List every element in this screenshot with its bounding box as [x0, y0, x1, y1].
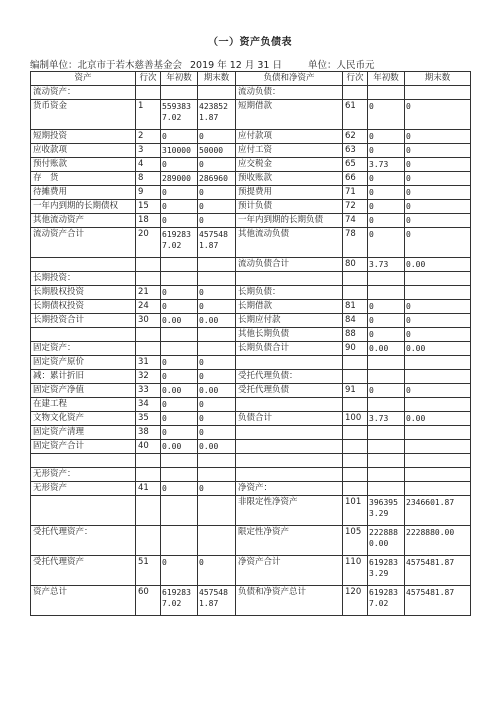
- asset-end-cell: 0: [198, 556, 236, 586]
- liability-name-cell: 长期应付款: [236, 314, 343, 328]
- asset-line-cell: 9: [136, 186, 161, 200]
- liability-end-cell: 0: [405, 172, 471, 186]
- liability-begin-cell: 0: [368, 172, 405, 186]
- asset-begin-cell: 0: [161, 370, 198, 384]
- asset-end-cell: 4575481.87: [198, 228, 236, 258]
- liability-line-cell: [343, 370, 368, 384]
- liability-begin-cell: 3.73: [368, 158, 405, 172]
- header-cell: 年初数: [161, 72, 198, 86]
- asset-line-cell: 1: [136, 100, 161, 130]
- liability-name-cell: 应交税金: [236, 158, 343, 172]
- asset-begin-cell: 0: [161, 482, 198, 496]
- table-row: [31, 526, 471, 556]
- liability-end-cell: [405, 272, 471, 286]
- liability-end-cell: 0: [405, 300, 471, 314]
- asset-name-cell: 文物文化资产: [31, 412, 136, 426]
- table-row: [31, 86, 471, 100]
- table-row: [31, 356, 471, 370]
- asset-line-cell: 2: [136, 130, 161, 144]
- liability-name-cell: 流动负债：: [236, 86, 343, 100]
- liability-end-cell: [405, 398, 471, 412]
- balance-sheet-table: [30, 71, 471, 616]
- table-row: [31, 496, 471, 526]
- asset-end-cell: 0.00: [198, 384, 236, 398]
- asset-name-cell: 固定资产：: [31, 342, 136, 356]
- asset-line-cell: 20: [136, 228, 161, 258]
- liability-name-cell: 净资产：: [236, 482, 343, 496]
- report-date: 2019 年 12 月 31 日: [190, 60, 282, 71]
- asset-line-cell: 38: [136, 426, 161, 440]
- asset-name-cell: 固定资产清理: [31, 426, 136, 440]
- liability-name-cell: 流动负债合计: [236, 258, 343, 272]
- liability-end-cell: 0: [405, 158, 471, 172]
- table-row: [31, 328, 471, 342]
- table-row: [31, 342, 471, 356]
- asset-line-cell: 41: [136, 482, 161, 496]
- asset-begin-cell: 0.00: [161, 314, 198, 328]
- asset-end-cell: 0: [198, 200, 236, 214]
- table-row: [31, 144, 471, 158]
- asset-name-cell: 无形资产：: [31, 468, 136, 482]
- liability-line-cell: 90: [343, 342, 368, 356]
- table-row: [31, 556, 471, 586]
- liability-end-cell: 0: [405, 228, 471, 258]
- liability-begin-cell: [368, 468, 405, 482]
- asset-end-cell: 0.00: [198, 314, 236, 328]
- liability-end-cell: [405, 286, 471, 300]
- asset-begin-cell: [161, 468, 198, 482]
- table-row: [31, 482, 471, 496]
- asset-begin-cell: [161, 342, 198, 356]
- table-body: [31, 86, 471, 616]
- asset-end-cell: 0: [198, 130, 236, 144]
- liability-begin-cell: 0: [368, 186, 405, 200]
- asset-name-cell: 长期债权投资: [31, 300, 136, 314]
- liability-begin-cell: 0: [368, 144, 405, 158]
- liability-line-cell: [343, 356, 368, 370]
- liability-end-cell: 0: [405, 200, 471, 214]
- asset-line-cell: [136, 258, 161, 272]
- liability-end-cell: 0: [405, 328, 471, 342]
- liability-line-cell: [343, 482, 368, 496]
- report-meta: [30, 57, 470, 71]
- header-cell: 行次: [343, 72, 368, 86]
- table-row: [31, 586, 471, 616]
- liability-end-cell: 0: [405, 314, 471, 328]
- asset-line-cell: 15: [136, 200, 161, 214]
- liability-line-cell: 72: [343, 200, 368, 214]
- liability-name-cell: [236, 398, 343, 412]
- asset-end-cell: 0: [198, 412, 236, 426]
- asset-end-cell: 4575481.87: [198, 586, 236, 616]
- header-cell: 期末数: [198, 72, 236, 86]
- liability-line-cell: 78: [343, 228, 368, 258]
- asset-begin-cell: 289000: [161, 172, 198, 186]
- asset-line-cell: 32: [136, 370, 161, 384]
- liability-begin-cell: [368, 272, 405, 286]
- asset-begin-cell: 0: [161, 426, 198, 440]
- liability-end-cell: [405, 468, 471, 482]
- asset-line-cell: [136, 86, 161, 100]
- asset-begin-cell: 0: [161, 130, 198, 144]
- liability-begin-cell: 0: [368, 328, 405, 342]
- asset-begin-cell: 0: [161, 158, 198, 172]
- liability-name-cell: [236, 454, 343, 468]
- liability-begin-cell: 3963953.29: [368, 496, 405, 526]
- liability-name-cell: 长期负债合计: [236, 342, 343, 356]
- liability-begin-cell: 0: [368, 314, 405, 328]
- liability-name-cell: 负债合计: [236, 412, 343, 426]
- asset-begin-cell: [161, 86, 198, 100]
- liability-begin-cell: [368, 454, 405, 468]
- asset-end-cell: 0: [198, 356, 236, 370]
- asset-begin-cell: [161, 526, 198, 556]
- asset-end-cell: 0: [198, 398, 236, 412]
- asset-end-cell: [198, 258, 236, 272]
- table-row: [31, 370, 471, 384]
- asset-begin-cell: 0: [161, 398, 198, 412]
- asset-begin-cell: 0: [161, 356, 198, 370]
- liability-end-cell: 0: [405, 214, 471, 228]
- liability-end-cell: 0: [405, 100, 471, 130]
- liability-name-cell: 非限定性净资产: [236, 496, 343, 526]
- asset-name-cell: 在建工程: [31, 398, 136, 412]
- table-row: [31, 412, 471, 426]
- liability-name-cell: 一年内到期的长期负债: [236, 214, 343, 228]
- asset-end-cell: 0: [198, 286, 236, 300]
- asset-begin-cell: 0: [161, 300, 198, 314]
- liability-name-cell: 负债和净资产总计: [236, 586, 343, 616]
- liability-name-cell: 短期借款: [236, 100, 343, 130]
- asset-line-cell: 30: [136, 314, 161, 328]
- asset-end-cell: [198, 328, 236, 342]
- asset-name-cell: 流动资产合计: [31, 228, 136, 258]
- asset-line-cell: [136, 272, 161, 286]
- liability-end-cell: 0: [405, 130, 471, 144]
- liability-line-cell: 101: [343, 496, 368, 526]
- liability-line-cell: 105: [343, 526, 368, 556]
- liability-name-cell: 其他流动负债: [236, 228, 343, 258]
- asset-name-cell: [31, 258, 136, 272]
- liability-line-cell: [343, 440, 368, 454]
- currency-unit: 单位：人民币元: [308, 60, 375, 71]
- liability-end-cell: [405, 440, 471, 454]
- table-row: [31, 100, 471, 130]
- liability-begin-cell: [368, 286, 405, 300]
- liability-line-cell: 84: [343, 314, 368, 328]
- liability-name-cell: [236, 356, 343, 370]
- liability-begin-cell: 0: [368, 384, 405, 398]
- table-row: [31, 468, 471, 482]
- liability-begin-cell: 0: [368, 100, 405, 130]
- liability-end-cell: 0.00: [405, 342, 471, 356]
- asset-name-cell: 无形资产: [31, 482, 136, 496]
- asset-end-cell: 0: [198, 300, 236, 314]
- asset-begin-cell: 0: [161, 214, 198, 228]
- liability-end-cell: 0.00: [405, 258, 471, 272]
- header-cell: 年初数: [368, 72, 405, 86]
- asset-begin-cell: 0: [161, 200, 198, 214]
- asset-name-cell: 受托代理资产: [31, 556, 136, 586]
- asset-end-cell: 0: [198, 370, 236, 384]
- table-row: [31, 426, 471, 440]
- liability-line-cell: 62: [343, 130, 368, 144]
- preparer-unit: 编制单位：北京市于若木慈善基金会: [30, 60, 183, 71]
- liability-name-cell: 应付款项: [236, 130, 343, 144]
- liability-name-cell: 长期借款: [236, 300, 343, 314]
- liability-line-cell: [343, 398, 368, 412]
- asset-name-cell: 短期投资: [31, 130, 136, 144]
- asset-begin-cell: 6192837.02: [161, 228, 198, 258]
- liability-end-cell: 2228880.00: [405, 526, 471, 556]
- liability-name-cell: 预计负债: [236, 200, 343, 214]
- table-row: [31, 384, 471, 398]
- asset-line-cell: 33: [136, 384, 161, 398]
- asset-line-cell: 51: [136, 556, 161, 586]
- asset-name-cell: 受托代理资产：: [31, 526, 136, 556]
- asset-begin-cell: 6192837.02: [161, 586, 198, 616]
- liability-end-cell: [405, 482, 471, 496]
- liability-line-cell: 120: [343, 586, 368, 616]
- header-cell: 负债和净资产: [236, 72, 343, 86]
- table-row: [31, 300, 471, 314]
- asset-line-cell: [136, 496, 161, 526]
- liability-begin-cell: 0: [368, 214, 405, 228]
- liability-begin-cell: [368, 370, 405, 384]
- liability-line-cell: 80: [343, 258, 368, 272]
- asset-end-cell: 0: [198, 186, 236, 200]
- asset-begin-cell: [161, 272, 198, 286]
- asset-line-cell: [136, 468, 161, 482]
- liability-name-cell: 受托代理负债：: [236, 370, 343, 384]
- liability-end-cell: [405, 426, 471, 440]
- asset-name-cell: 一年内到期的长期债权: [31, 200, 136, 214]
- liability-end-cell: 0: [405, 186, 471, 200]
- liability-line-cell: 110: [343, 556, 368, 586]
- table-row: [31, 454, 471, 468]
- liability-name-cell: 预提费用: [236, 186, 343, 200]
- liability-line-cell: 88: [343, 328, 368, 342]
- asset-end-cell: 0: [198, 158, 236, 172]
- liability-line-cell: 91: [343, 384, 368, 398]
- asset-name-cell: 应收款项: [31, 144, 136, 158]
- asset-end-cell: 0.00: [198, 440, 236, 454]
- liability-name-cell: 其他长期负债: [236, 328, 343, 342]
- liability-end-cell: 2346601.87: [405, 496, 471, 526]
- asset-name-cell: 待摊费用: [31, 186, 136, 200]
- liability-end-cell: 4575481.87: [405, 556, 471, 586]
- asset-line-cell: 60: [136, 586, 161, 616]
- asset-begin-cell: 0: [161, 286, 198, 300]
- asset-end-cell: 4238521.87: [198, 100, 236, 130]
- asset-end-cell: 50000: [198, 144, 236, 158]
- asset-name-cell: 减：累计折旧: [31, 370, 136, 384]
- table-row: [31, 258, 471, 272]
- asset-name-cell: 长期投资：: [31, 272, 136, 286]
- asset-line-cell: [136, 328, 161, 342]
- asset-name-cell: 流动资产：: [31, 86, 136, 100]
- liability-end-cell: 4575481.87: [405, 586, 471, 616]
- header-cell: 行次: [136, 72, 161, 86]
- liability-line-cell: 63: [343, 144, 368, 158]
- liability-begin-cell: 0: [368, 200, 405, 214]
- asset-begin-cell: [161, 328, 198, 342]
- liability-line-cell: [343, 426, 368, 440]
- asset-end-cell: 0: [198, 426, 236, 440]
- asset-name-cell: 资产总计: [31, 586, 136, 616]
- liability-name-cell: [236, 440, 343, 454]
- table-row: [31, 172, 471, 186]
- asset-end-cell: 0: [198, 482, 236, 496]
- asset-line-cell: 35: [136, 412, 161, 426]
- table-row: [31, 398, 471, 412]
- asset-begin-cell: 0: [161, 186, 198, 200]
- liability-begin-cell: [368, 482, 405, 496]
- liability-begin-cell: [368, 426, 405, 440]
- asset-line-cell: 21: [136, 286, 161, 300]
- liability-line-cell: [343, 454, 368, 468]
- asset-end-cell: 0: [198, 214, 236, 228]
- header-cell: 期末数: [405, 72, 471, 86]
- liability-begin-cell: 2228880.00: [368, 526, 405, 556]
- asset-name-cell: 固定资产原价: [31, 356, 136, 370]
- asset-begin-cell: 0.00: [161, 384, 198, 398]
- asset-name-cell: [31, 328, 136, 342]
- asset-end-cell: [198, 526, 236, 556]
- table-row: [31, 440, 471, 454]
- asset-line-cell: 24: [136, 300, 161, 314]
- asset-line-cell: 3: [136, 144, 161, 158]
- asset-end-cell: [198, 468, 236, 482]
- liability-line-cell: 100: [343, 412, 368, 426]
- liability-name-cell: 应付工资: [236, 144, 343, 158]
- asset-name-cell: 固定资产合计: [31, 440, 136, 454]
- liability-begin-cell: [368, 440, 405, 454]
- asset-end-cell: 286960: [198, 172, 236, 186]
- liability-begin-cell: [368, 398, 405, 412]
- liability-name-cell: 受托代理负债: [236, 384, 343, 398]
- asset-line-cell: 31: [136, 356, 161, 370]
- table-row: [31, 158, 471, 172]
- liability-begin-cell: 6192837.02: [368, 586, 405, 616]
- liability-name-cell: 预收账款: [236, 172, 343, 186]
- liability-line-cell: 71: [343, 186, 368, 200]
- liability-end-cell: 0: [405, 384, 471, 398]
- asset-line-cell: 4: [136, 158, 161, 172]
- asset-begin-cell: 0: [161, 556, 198, 586]
- asset-name-cell: 预付账款: [31, 158, 136, 172]
- asset-name-cell: [31, 454, 136, 468]
- liability-line-cell: 65: [343, 158, 368, 172]
- liability-line-cell: 61: [343, 100, 368, 130]
- table-row: [31, 186, 471, 200]
- liability-end-cell: [405, 356, 471, 370]
- asset-begin-cell: [161, 496, 198, 526]
- asset-line-cell: 8: [136, 172, 161, 186]
- table-row: [31, 228, 471, 258]
- liability-end-cell: [405, 370, 471, 384]
- asset-begin-cell: 0: [161, 412, 198, 426]
- asset-line-cell: [136, 342, 161, 356]
- liability-name-cell: 长期负债：: [236, 286, 343, 300]
- asset-line-cell: 40: [136, 440, 161, 454]
- asset-name-cell: 长期股权投资: [31, 286, 136, 300]
- liability-begin-cell: 0: [368, 300, 405, 314]
- liability-begin-cell: 0.00: [368, 342, 405, 356]
- liability-line-cell: [343, 468, 368, 482]
- asset-begin-cell: 5593837.02: [161, 100, 198, 130]
- liability-end-cell: 0.00: [405, 412, 471, 426]
- liability-name-cell: 限定性净资产: [236, 526, 343, 556]
- liability-begin-cell: 0: [368, 130, 405, 144]
- asset-name-cell: 长期投资合计: [31, 314, 136, 328]
- asset-name-cell: 货币资金: [31, 100, 136, 130]
- liability-name-cell: [236, 468, 343, 482]
- liability-end-cell: [405, 454, 471, 468]
- asset-begin-cell: 310000: [161, 144, 198, 158]
- liability-name-cell: [236, 426, 343, 440]
- asset-end-cell: [198, 454, 236, 468]
- asset-end-cell: [198, 496, 236, 526]
- asset-line-cell: [136, 526, 161, 556]
- table-row: [31, 214, 471, 228]
- liability-begin-cell: 3.73: [368, 412, 405, 426]
- header-cell: 资产: [31, 72, 136, 86]
- liability-line-cell: [343, 286, 368, 300]
- asset-name-cell: 固定资产净值: [31, 384, 136, 398]
- table-header-row: [31, 72, 471, 86]
- asset-name-cell: [31, 496, 136, 526]
- liability-name-cell: [236, 272, 343, 286]
- liability-line-cell: 81: [343, 300, 368, 314]
- asset-end-cell: [198, 272, 236, 286]
- liability-begin-cell: 3.73: [368, 258, 405, 272]
- asset-name-cell: 存 货: [31, 172, 136, 186]
- liability-line-cell: [343, 86, 368, 100]
- asset-begin-cell: [161, 258, 198, 272]
- liability-end-cell: 0: [405, 144, 471, 158]
- asset-end-cell: [198, 86, 236, 100]
- table-row: [31, 200, 471, 214]
- asset-line-cell: [136, 454, 161, 468]
- liability-begin-cell: 0: [368, 228, 405, 258]
- asset-name-cell: 其他流动资产: [31, 214, 136, 228]
- liability-line-cell: [343, 272, 368, 286]
- asset-line-cell: 34: [136, 398, 161, 412]
- asset-end-cell: [198, 342, 236, 356]
- liability-end-cell: [405, 86, 471, 100]
- table-row: [31, 272, 471, 286]
- liability-begin-cell: [368, 356, 405, 370]
- table-row: [31, 314, 471, 328]
- report-title: （一）资产负债表: [208, 37, 292, 48]
- table-row: [31, 286, 471, 300]
- asset-begin-cell: 0.00: [161, 440, 198, 454]
- liability-begin-cell: [368, 86, 405, 100]
- liability-line-cell: 66: [343, 172, 368, 186]
- liability-name-cell: 净资产合计: [236, 556, 343, 586]
- table-row: [31, 130, 471, 144]
- asset-line-cell: 18: [136, 214, 161, 228]
- liability-line-cell: 74: [343, 214, 368, 228]
- liability-begin-cell: 6192833.29: [368, 556, 405, 586]
- asset-begin-cell: [161, 454, 198, 468]
